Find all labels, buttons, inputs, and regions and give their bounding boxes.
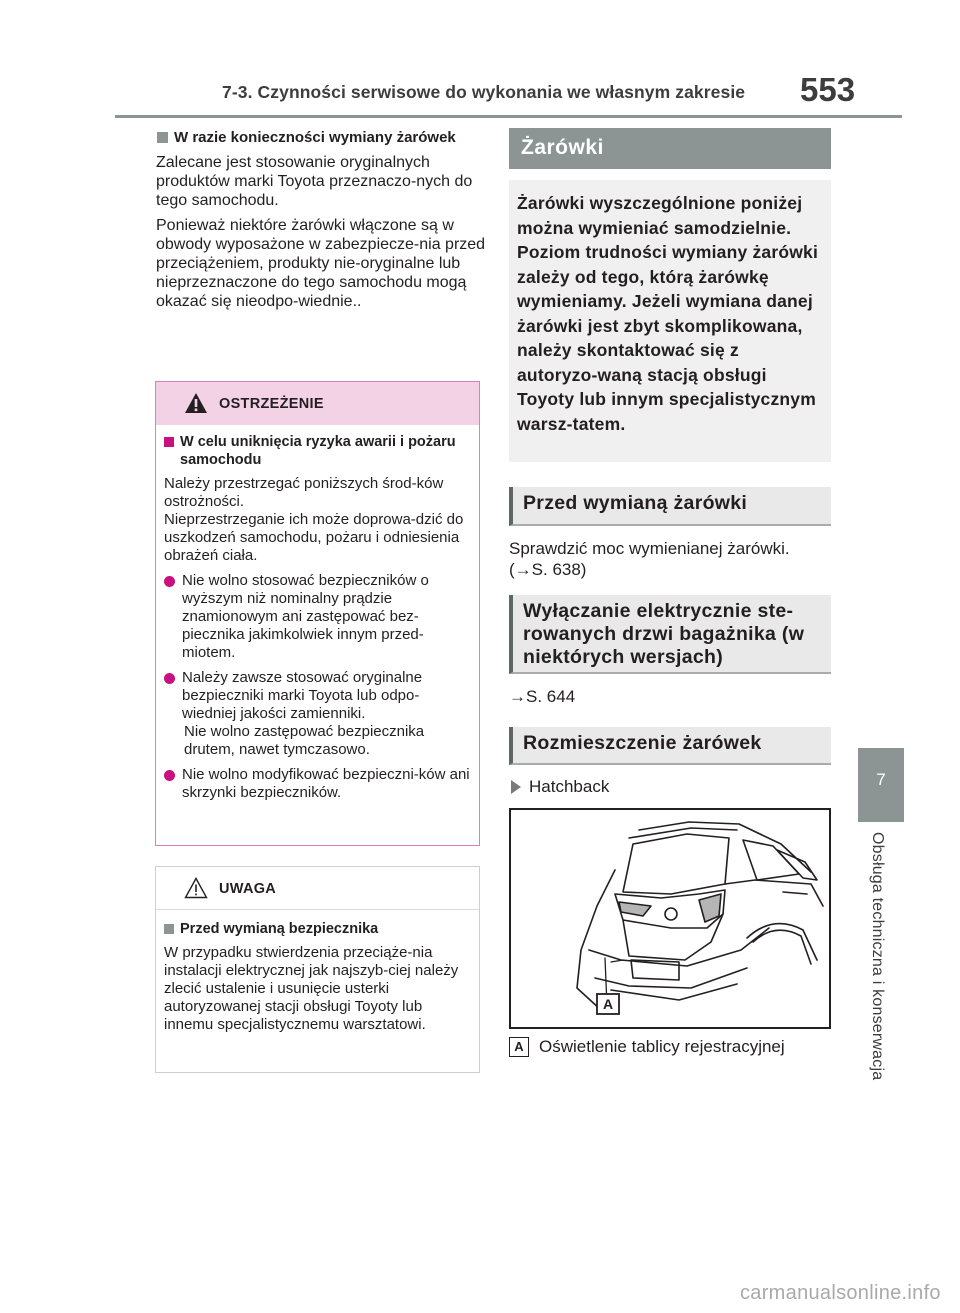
- warning-bullet-extra: Nie wolno zastępować bezpiecznika drutem, nawet tymczasowo.: [184, 723, 425, 758]
- check-wattage-text: Sprawdzić moc wymienianej żarówki. (→S. 638): [509, 539, 790, 579]
- power-back-door-ref: →S. 644: [509, 687, 576, 706]
- note-label: UWAGA: [219, 881, 277, 897]
- paragraph-overload-protection: Ponieważ niektóre żarówki włączone są w obwody wyposażone w zabezpiecze-nia przed przeciążeniem, produkty nie-oryginalne lub nieprzeznaczone do tego samochodu mogą okazać się nieodpo-wiednie..: [156, 217, 486, 310]
- variant-hatchback: [509, 776, 609, 797]
- warning-bullet-text: Nie wolno modyfikować bezpieczni-ków ani skrzynki bezpieczników.: [182, 766, 470, 801]
- note-header: [156, 867, 479, 910]
- warning-triangle-icon: [184, 392, 208, 414]
- left-column: [156, 128, 486, 311]
- paragraph-original-products: Zalecane jest stosowanie oryginalnych produktów marki Toyota przeznaczo-nych do tego samochodu.: [156, 154, 473, 209]
- header-divider: [115, 115, 902, 118]
- warning-bullet-text: Należy zawsze stosować oryginalne bezpieczniki marki Toyota lub odpo-wiedniej jakości zamienniki.: [182, 669, 423, 722]
- figure-caption: [509, 1037, 785, 1057]
- watermark: carmanualsonline.info: [740, 1282, 941, 1304]
- warning-label: OSTRZEŻENIE: [219, 396, 324, 412]
- caution-triangle-icon: [184, 877, 208, 899]
- chapter-title-vertical: Obsługa techniczna i konserwacja: [869, 832, 886, 1081]
- note-box: [155, 866, 480, 1073]
- caption-tag: A: [509, 1037, 529, 1057]
- warning-bullet: [164, 669, 471, 759]
- warning-text: Należy przestrzegać poniższych środ-ków ostrożności. Nieprzestrzeganie ich może doprowa-dzić do uszkodzeń samochodu, pożaru i odniesienia obrażeń ciała.: [164, 475, 464, 564]
- power-back-door-heading: Wyłączanie elektrycznie ste-rowanych drzwi bagażnika (w niektórych wersjach): [509, 595, 831, 674]
- triangle-bullet-icon: [511, 780, 521, 794]
- section-header-title: 7-3. Czynności serwisowe do wykonania we własnym zakresie: [222, 82, 746, 102]
- bulbs-intro: Żarówki wyszczególnione poniżej można wymieniać samodzielnie. Poziom trudności wymiany żarówki zależy od tego, którą żarówkę wymieniamy. Jeżeli wymiana danej żarówki jest zbyt skomplikowana, należy skontaktować się z autoryzo-waną stacją obsługi Toyoty lub innym specjalistycznym warsz-tatem.: [509, 180, 831, 462]
- bulb-replacement-section-title: W razie konieczności wymiany żarówek: [156, 128, 486, 147]
- page-number: 553: [800, 71, 856, 108]
- warning-box: [155, 381, 480, 846]
- before-replacing-heading: Przed wymianą żarówki: [509, 487, 831, 526]
- note-text: W przypadku stwierdzenia przeciąże-nia instalacji elektrycznej jak najszyb-ciej należy zlecić ustalenie i usunięcie usterki autoryzowanej stacji obsługi Toyoty lub innemu specjalistycznemu warsztatowi.: [164, 944, 459, 1033]
- warning-bullet: [164, 766, 471, 802]
- bulbs-heading: Żarówki: [509, 128, 831, 169]
- note-section-title: Przed wymianą bezpiecznika: [164, 920, 471, 938]
- variant-label: Hatchback: [529, 777, 610, 796]
- car-rear-drawing: [511, 810, 829, 1027]
- warning-section-title: W celu uniknięcia ryzyka awarii i pożaru samochodu: [164, 433, 471, 469]
- warning-header: [156, 382, 479, 425]
- bulb-locations-heading: Rozmieszczenie żarówek: [509, 727, 831, 765]
- callout-a-label: A: [602, 996, 614, 1012]
- warning-bullet-text: Nie wolno stosować bezpieczników o wyższym niż nominalny prądzie znamionowym ani zastępować bez-piecznika jakimkolwiek innym przed-miotem.: [182, 572, 429, 661]
- warning-bullet: [164, 572, 471, 662]
- hatchback-rear-illustration: [509, 808, 831, 1029]
- caption-text: Oświetlenie tablicy rejestracyjnej: [539, 1037, 785, 1056]
- chapter-tab: 7: [858, 748, 904, 822]
